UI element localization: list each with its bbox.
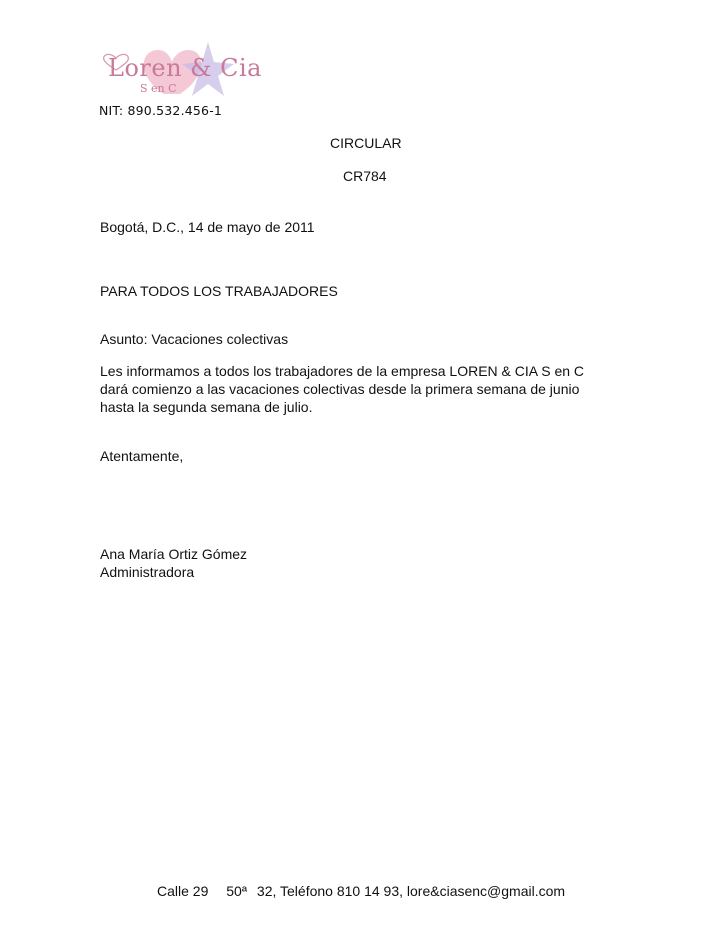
company-nit: NIT: 890.532.456-1 <box>99 103 223 118</box>
document-code-text: CR784 <box>343 168 387 184</box>
body-line: hasta la segunda semana de julio. <box>100 399 313 415</box>
signer-name: Ana María Ortiz Gómez <box>100 546 248 562</box>
document-title-text: CIRCULAR <box>330 135 402 151</box>
logo-wordmark: Loren & Cia <box>108 54 262 82</box>
recipients-line: PARA TODOS LOS TRABAJADORES <box>100 283 338 299</box>
document-title <box>330 134 402 152</box>
document-code <box>343 167 387 185</box>
body-line: dará comienzo a las vacaciones colectivas desde la primera semana de junio <box>100 381 580 397</box>
footer-number: 50ª <box>226 883 248 899</box>
company-logo <box>96 36 262 98</box>
closing-line: Atentamente, <box>100 448 184 464</box>
subject-line: Asunto: Vacaciones colectivas <box>100 331 289 347</box>
footer-contact: 32, Teléfono 810 14 93, lore&ciasenc@gmail.com <box>256 883 566 899</box>
body-paragraph <box>100 362 620 416</box>
date-line: Bogotá, D.C., 14 de mayo de 2011 <box>100 219 315 235</box>
footer-address <box>157 882 565 900</box>
body-line: Les informamos a todos los trabajadores de la empresa LOREN & CIA S en C <box>100 363 585 379</box>
logo-subtitle: S en C <box>140 82 177 95</box>
footer-street: Calle 29 <box>157 883 209 899</box>
signer-role: Administradora <box>100 564 195 580</box>
